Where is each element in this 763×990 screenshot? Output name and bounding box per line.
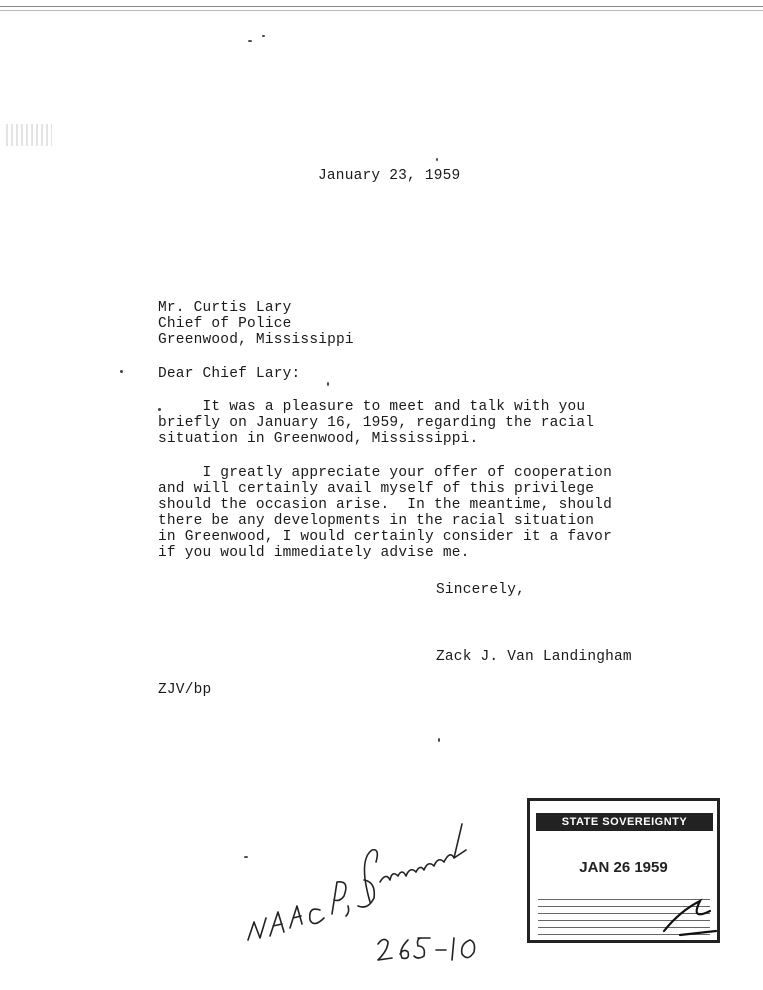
- letter-date: January 23, 1959: [318, 168, 461, 184]
- paragraph-1-line-2: briefly on January 16, 1959, regarding the racial: [158, 415, 595, 431]
- paragraph-2-line-6: if you would immediately advise me.: [158, 545, 470, 561]
- address-line-2: Chief of Police: [158, 316, 292, 332]
- scan-speck: [262, 35, 265, 37]
- stamp-initials-scribble-icon: [660, 891, 720, 941]
- salutation: Dear Chief Lary:: [158, 366, 301, 382]
- scan-speck: [436, 158, 438, 161]
- handwritten-number-scribble-icon: [372, 930, 482, 970]
- paragraph-2-line-3: should the occasion arise. In the meantime, should: [158, 497, 612, 513]
- scan-speck: [438, 738, 440, 742]
- scan-speck: [248, 40, 252, 42]
- scan-smudge: [6, 124, 52, 146]
- paragraph-1-line-3: situation in Greenwood, Mississippi.: [158, 431, 479, 447]
- scan-edge-line-faint: [0, 10, 763, 11]
- closing: Sincerely,: [436, 582, 526, 598]
- signature-name: Zack J. Van Landingham: [436, 649, 632, 665]
- reference-initials: ZJV/bp: [158, 682, 212, 698]
- handwritten-file-number: [372, 930, 482, 970]
- scan-speck: [120, 370, 123, 373]
- received-stamp: [527, 798, 720, 943]
- paragraph-2-line-1: I greatly appreciate your offer of cooperation: [158, 465, 612, 481]
- stamp-date: JAN 26 1959: [579, 859, 668, 876]
- paragraph-2-line-2: and will certainly avail myself of this privilege: [158, 481, 595, 497]
- paragraph-2-line-5: in Greenwood, I would certainly consider it a favor: [158, 529, 612, 545]
- paragraph-2-line-4: there be any developments in the racial situation: [158, 513, 595, 529]
- stamp-title: STATE SOVEREIGNTY COMMISSION: [536, 813, 713, 831]
- scan-edge-line: [0, 6, 763, 7]
- paragraph-1-line-1: It was a pleasure to meet and talk with you: [158, 399, 586, 415]
- address-line-3: Greenwood, Mississippi: [158, 332, 354, 348]
- scan-speck: [327, 382, 329, 386]
- address-line-1: Mr. Curtis Lary: [158, 300, 292, 316]
